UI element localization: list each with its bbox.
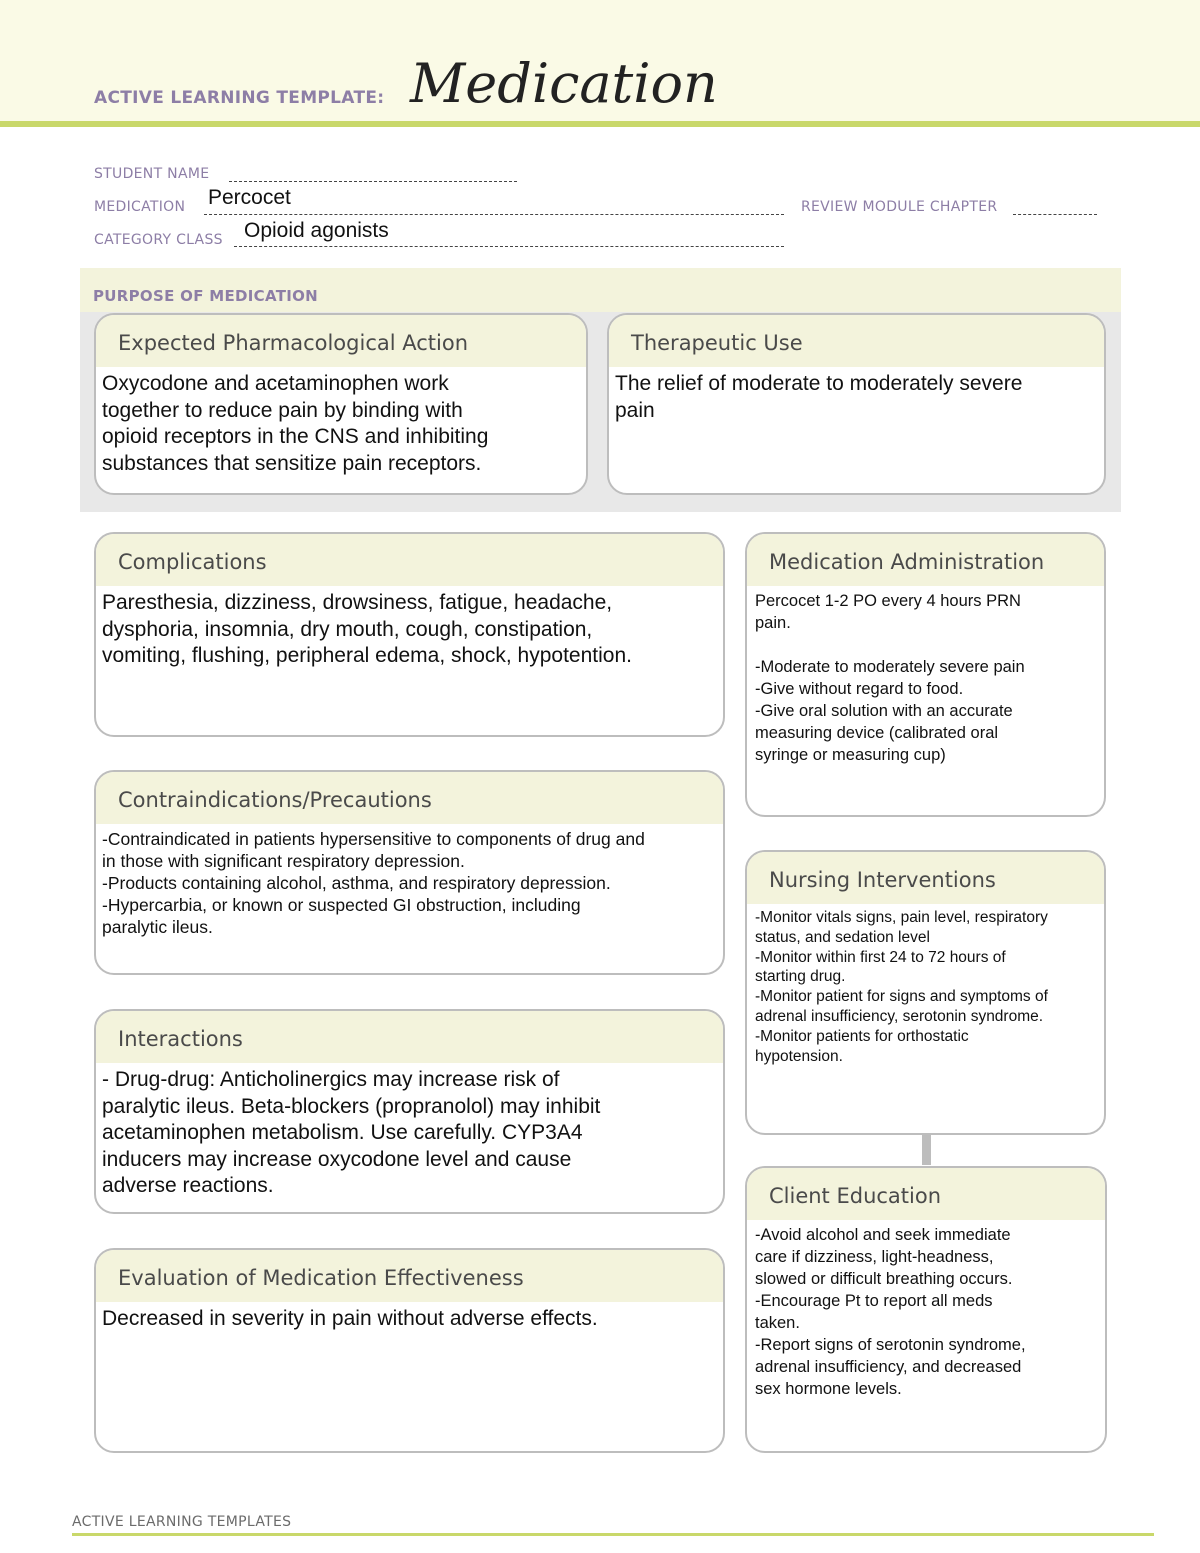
- review-module-line: [1013, 214, 1097, 215]
- category-class-field[interactable]: Opioid agonists: [244, 219, 389, 242]
- evaluation-text[interactable]: Decreased in severity in pain without adverse effects.: [102, 1307, 598, 1330]
- interactions-card: [94, 1009, 725, 1214]
- contraindications-text[interactable]: -Contraindicated in patients hypersensitive to components of drug and in those with significant respiratory depression. -Products containing alcohol, asthma, and respiratory depression. -Hypercarbia, or known or suspected GI obstruction, including paralytic ileus.: [102, 829, 645, 937]
- contraindications-card: [94, 770, 725, 975]
- category-class-line: [234, 246, 784, 247]
- medication-field[interactable]: Percocet: [208, 186, 291, 209]
- nursing-interventions-text[interactable]: -Monitor vitals signs, pain level, respiratory status, and sedation level -Monitor within first 24 to 72 hours of starting drug. -Monitor patient for signs and symptoms of adrenal insufficiency, serotonin syndrome. -Monitor patients for orthostatic hypotension.: [755, 909, 1048, 1065]
- complications-title: Complications: [96, 534, 723, 586]
- page-title: Medication: [410, 52, 718, 115]
- therapeutic-use-card: [607, 313, 1106, 495]
- client-education-card: [745, 1166, 1107, 1453]
- complications-card: [94, 532, 725, 737]
- medication-line: [204, 214, 784, 215]
- administration-text[interactable]: Percocet 1-2 PO every 4 hours PRN pain. -Moderate to moderately severe pain -Give without regard to food. -Give oral solution with an accurate measuring device (calibrated oral syringe or measuring cup): [755, 592, 1025, 764]
- interactions-text[interactable]: - Drug-drug: Anticholinergics may increase risk of paralytic ileus. Beta-blockers (propranolol) may inhibit acetaminophen metabolism. Use carefully. CYP3A4 inducers may increase oxycodone level and cause adverse reactions.: [102, 1068, 601, 1197]
- client-education-title: Client Education: [747, 1168, 1105, 1220]
- card-connector: [922, 1134, 931, 1165]
- nursing-interventions-title: Nursing Interventions: [747, 852, 1104, 904]
- evaluation-card: [94, 1248, 725, 1453]
- category-class-label: CATEGORY CLASS: [94, 232, 223, 248]
- template-label: ACTIVE LEARNING TEMPLATE:: [94, 88, 385, 108]
- nursing-interventions-card: [745, 850, 1106, 1135]
- expected-action-title: Expected Pharmacological Action: [96, 315, 586, 367]
- evaluation-title: Evaluation of Medication Effectiveness: [96, 1250, 723, 1302]
- footer-label: ACTIVE LEARNING TEMPLATES: [72, 1514, 292, 1530]
- footer-rule: [72, 1533, 1154, 1536]
- therapeutic-use-text[interactable]: The relief of moderate to moderately severe pain: [615, 372, 1023, 422]
- therapeutic-use-title: Therapeutic Use: [609, 315, 1104, 367]
- contraindications-title: Contraindications/Precautions: [96, 772, 723, 824]
- administration-title: Medication Administration: [747, 534, 1104, 586]
- complications-text[interactable]: Paresthesia, dizziness, drowsiness, fatigue, headache, dysphoria, insomnia, dry mouth, cough, constipation, vomiting, flushing, peripheral edema, shock, hypotention.: [102, 591, 632, 667]
- purpose-label: PURPOSE OF MEDICATION: [93, 287, 319, 305]
- client-education-text[interactable]: -Avoid alcohol and seek immediate care if dizziness, light-headness, slowed or difficult breathing occurs. -Encourage Pt to report all meds taken. -Report signs of serotonin syndrome, adrenal insufficiency, and decreased sex hormone levels.: [755, 1226, 1026, 1398]
- student-name-label: STUDENT NAME: [94, 166, 210, 182]
- medication-label: MEDICATION: [94, 199, 186, 215]
- header-rule: [0, 121, 1200, 127]
- expected-action-card: [94, 313, 588, 495]
- expected-action-text[interactable]: Oxycodone and acetaminophen work together to reduce pain by binding with opioid receptors in the CNS and inhibiting substances that sensitize pain receptors.: [102, 372, 489, 475]
- review-module-label: REVIEW MODULE CHAPTER: [801, 199, 998, 215]
- interactions-title: Interactions: [96, 1011, 723, 1063]
- administration-card: [745, 532, 1106, 817]
- student-name-line: [229, 181, 517, 182]
